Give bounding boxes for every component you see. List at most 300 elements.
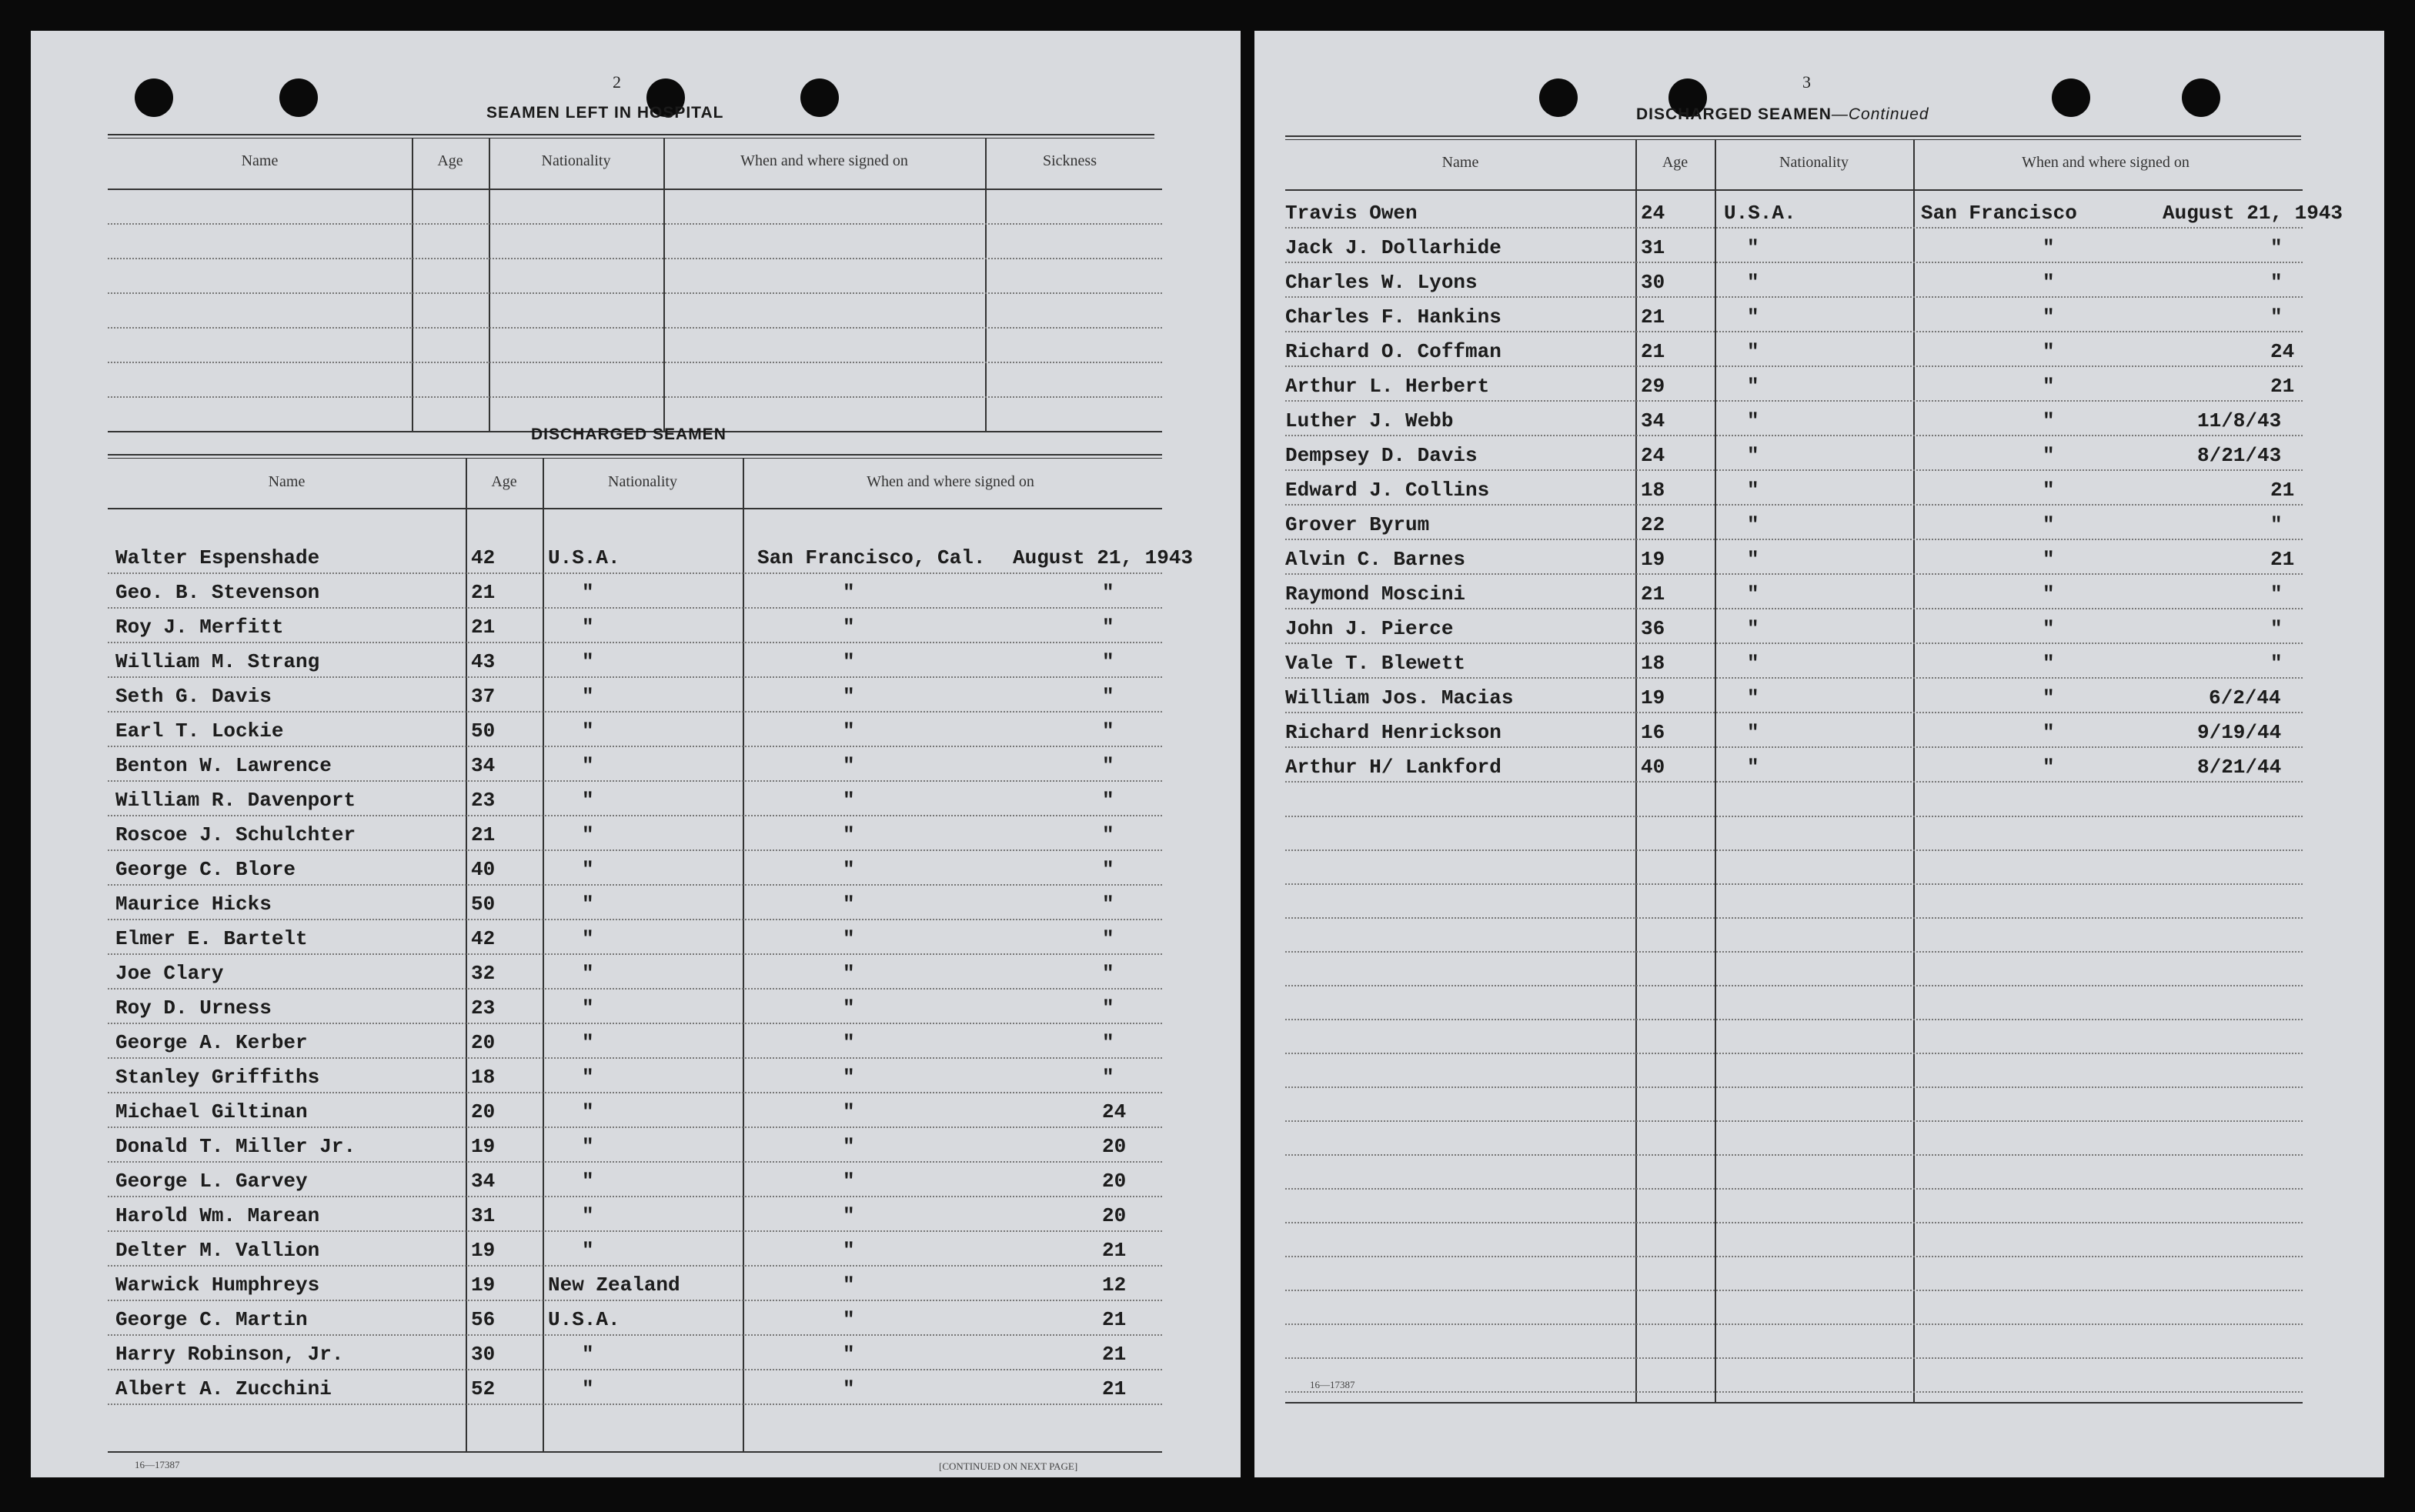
seaman-name: John J. Pierce — [1285, 617, 1454, 640]
seaman-age: 30 — [1641, 271, 1665, 294]
hospital-col-divider — [663, 139, 665, 431]
signed-on-place: " — [843, 789, 855, 812]
signed-on-date: " — [2270, 582, 2283, 606]
seaman-name: Dempsey D. Davis — [1285, 444, 1478, 467]
seaman-nationality: " — [582, 962, 594, 985]
blank-row-line — [1285, 1053, 2303, 1054]
row-line — [108, 607, 1162, 609]
header-age: Age — [1662, 154, 1688, 171]
seaman-nationality: " — [582, 650, 594, 673]
table-top-rule — [1285, 135, 2301, 140]
row-line — [1285, 435, 2303, 436]
signed-on-date: " — [1102, 650, 1114, 673]
left-page — [31, 31, 1241, 1477]
signed-on-date: " — [2270, 617, 2283, 640]
signed-on-place: " — [843, 1066, 855, 1089]
hospital-row-line — [108, 223, 1162, 225]
seaman-age: 36 — [1641, 617, 1665, 640]
signed-on-date: 20 — [1102, 1135, 1127, 1158]
seaman-age: 37 — [471, 685, 496, 708]
signed-on-date: " — [1102, 1031, 1114, 1054]
signed-on-place: San Francisco — [1921, 202, 2077, 225]
hospital-col-divider — [489, 139, 490, 431]
row-line — [108, 676, 1162, 678]
seaman-nationality: " — [1747, 444, 1759, 467]
seaman-name: Luther J. Webb — [1285, 409, 1454, 432]
signed-on-date: " — [2270, 271, 2283, 294]
header-name: Name — [1441, 154, 1479, 171]
signed-on-date: 21 — [1102, 1239, 1127, 1262]
seaman-name: Harry Robinson, Jr. — [115, 1343, 344, 1366]
seaman-name: Stanley Griffiths — [115, 1066, 320, 1089]
hospital-row-line — [108, 362, 1162, 363]
seaman-nationality: " — [1747, 340, 1759, 363]
signed-on-place: " — [843, 1100, 855, 1123]
seaman-nationality: " — [1747, 686, 1759, 709]
continued-section-title — [1636, 105, 1929, 124]
signed-on-date: 20 — [1102, 1204, 1127, 1227]
signed-on-place: " — [843, 754, 855, 777]
signed-on-date: " — [1102, 858, 1114, 881]
blank-row-line — [1285, 816, 2303, 817]
seaman-nationality: " — [1747, 409, 1759, 432]
seaman-age: 34 — [1641, 409, 1665, 432]
row-line — [108, 572, 1162, 574]
seaman-age: 31 — [471, 1204, 496, 1227]
signed-on-date: 6/2/44 — [2209, 686, 2281, 709]
signed-on-date: 20 — [1102, 1170, 1127, 1193]
blank-row-line — [1285, 1357, 2303, 1359]
blank-row-line — [1285, 1323, 2303, 1325]
signed-on-place: " — [2043, 721, 2055, 744]
row-line — [108, 919, 1162, 920]
seaman-name: Geo. B. Stevenson — [115, 581, 320, 604]
signed-on-date: 9/19/44 — [2197, 721, 2282, 744]
signed-on-date: 21 — [1102, 1308, 1127, 1331]
signed-on-place: " — [843, 1135, 855, 1158]
seaman-nationality: " — [1747, 236, 1759, 259]
seaman-age: 19 — [471, 1273, 496, 1297]
signed-on-place: " — [2043, 686, 2055, 709]
col-divider — [1635, 140, 1637, 1402]
seaman-age: 24 — [1641, 202, 1665, 225]
seaman-name: Michael Giltinan — [115, 1100, 308, 1123]
signed-on-date: 24 — [2270, 340, 2295, 363]
row-line — [1285, 539, 2303, 540]
signed-on-date: " — [1102, 581, 1114, 604]
seaman-name: George C. Martin — [115, 1308, 308, 1331]
seaman-age: 56 — [471, 1308, 496, 1331]
seaman-age: 43 — [471, 650, 496, 673]
signed-on-date: 8/21/43 — [2197, 444, 2282, 467]
signed-on-date: 21 — [2270, 479, 2295, 502]
header-rule — [1285, 189, 2303, 191]
row-line — [108, 953, 1162, 955]
seaman-nationality: " — [582, 858, 594, 881]
seaman-name: Elmer E. Bartelt — [115, 927, 308, 950]
seaman-name: George C. Blore — [115, 858, 296, 881]
punch-hole — [1539, 78, 1578, 117]
blank-row-line — [1285, 1019, 2303, 1020]
hospital-header-nationality: Nationality — [541, 152, 611, 169]
row-line — [108, 1265, 1162, 1267]
page-number: 3 — [1802, 72, 1811, 92]
seaman-name: Earl T. Lockie — [115, 719, 284, 743]
hospital-col-divider — [985, 139, 987, 431]
signed-on-date: " — [1102, 789, 1114, 812]
signed-on-place: " — [843, 1343, 855, 1366]
seaman-nationality: " — [1747, 582, 1759, 606]
seaman-name: Arthur H/ Lankford — [1285, 756, 1501, 779]
seaman-nationality: " — [1747, 652, 1759, 675]
seaman-nationality: " — [582, 685, 594, 708]
row-line — [108, 884, 1162, 886]
seaman-nationality: " — [1747, 305, 1759, 329]
row-line — [1285, 365, 2303, 367]
signed-on-place: " — [2043, 548, 2055, 571]
signed-on-date: August 21, 1943 — [1013, 546, 1194, 569]
signed-on-place: San Francisco, Cal. — [757, 546, 986, 569]
seaman-age: 19 — [471, 1135, 496, 1158]
row-line — [1285, 643, 2303, 644]
seaman-nationality: " — [1747, 513, 1759, 536]
blank-row-line — [1285, 951, 2303, 953]
seaman-age: 29 — [1641, 375, 1665, 398]
seaman-nationality: " — [582, 1170, 594, 1193]
signed-on-date: " — [2270, 305, 2283, 329]
seaman-name: Roy D. Urness — [115, 996, 272, 1020]
seaman-nationality: U.S.A. — [1724, 202, 1796, 225]
row-line — [1285, 608, 2303, 609]
seaman-age: 23 — [471, 789, 496, 812]
seaman-age: 34 — [471, 754, 496, 777]
punch-hole — [800, 78, 839, 117]
row-line — [108, 642, 1162, 643]
hospital-row-line — [108, 327, 1162, 329]
blank-row-line — [1285, 883, 2303, 885]
seaman-nationality: " — [582, 1100, 594, 1123]
seaman-age: 50 — [471, 719, 496, 743]
row-line — [108, 1196, 1162, 1197]
signed-on-date: 24 — [1102, 1100, 1127, 1123]
row-line — [108, 780, 1162, 782]
discharged-header-signed-on: When and where signed on — [867, 473, 1034, 490]
signed-on-date: 21 — [1102, 1343, 1127, 1366]
signed-on-place: " — [2043, 236, 2055, 259]
signed-on-date: 21 — [2270, 375, 2295, 398]
seaman-nationality: " — [1747, 479, 1759, 502]
signed-on-place: " — [843, 581, 855, 604]
seaman-age: 21 — [1641, 340, 1665, 363]
seaman-age: 19 — [1641, 686, 1665, 709]
punch-hole — [279, 78, 318, 117]
form-number: 16—17387 — [135, 1459, 180, 1470]
signed-on-place: " — [2043, 756, 2055, 779]
seaman-age: 18 — [1641, 479, 1665, 502]
hospital-header-age: Age — [437, 152, 463, 169]
discharged-header-name: Name — [268, 473, 306, 490]
seaman-age: 42 — [471, 546, 496, 569]
blank-row-line — [1285, 1391, 2303, 1393]
seaman-nationality: " — [582, 996, 594, 1020]
signed-on-place: " — [843, 650, 855, 673]
signed-on-place: " — [2043, 409, 2055, 432]
row-line — [108, 849, 1162, 851]
hospital-col-divider — [412, 139, 413, 431]
seaman-name: Roy J. Merfitt — [115, 616, 284, 639]
seaman-nationality: " — [582, 754, 594, 777]
seaman-nationality: " — [582, 789, 594, 812]
seaman-name: Albert A. Zucchini — [115, 1377, 332, 1400]
blank-row-line — [1285, 1188, 2303, 1190]
signed-on-place: " — [2043, 340, 2055, 363]
seaman-age: 18 — [471, 1066, 496, 1089]
seaman-age: 24 — [1641, 444, 1665, 467]
seaman-nationality: " — [1747, 756, 1759, 779]
signed-on-place: " — [843, 1308, 855, 1331]
seaman-name: Richard O. Coffman — [1285, 340, 1501, 363]
seaman-nationality: " — [582, 616, 594, 639]
row-line — [108, 711, 1162, 713]
hospital-header-name: Name — [241, 152, 279, 169]
row-line — [1285, 331, 2303, 332]
signed-on-place: " — [2043, 582, 2055, 606]
seaman-nationality: " — [582, 719, 594, 743]
seaman-name: Raymond Moscini — [1285, 582, 1466, 606]
section-title-suffix: —Continued — [1831, 105, 1929, 123]
row-line — [108, 746, 1162, 747]
signed-on-date: " — [1102, 719, 1114, 743]
signed-on-date: " — [1102, 616, 1114, 639]
discharged-table-top-rule — [108, 454, 1162, 459]
blank-row-line — [1285, 1154, 2303, 1156]
col-divider — [1715, 140, 1716, 1402]
row-line — [1285, 296, 2303, 298]
hospital-row-line — [108, 258, 1162, 259]
signed-on-place: " — [843, 1377, 855, 1400]
row-line — [108, 1161, 1162, 1163]
hospital-row-line — [108, 396, 1162, 398]
hospital-section-title: SEAMEN LEFT IN HOSPITAL — [486, 104, 724, 122]
signed-on-place: " — [2043, 479, 2055, 502]
discharged-header-nationality: Nationality — [608, 473, 677, 490]
signed-on-date: " — [1102, 1066, 1114, 1089]
seaman-nationality: " — [582, 1377, 594, 1400]
signed-on-place: " — [2043, 513, 2055, 536]
seaman-name: Joe Clary — [115, 962, 224, 985]
seaman-nationality: " — [582, 893, 594, 916]
signed-on-place: " — [843, 1031, 855, 1054]
seaman-name: Richard Henrickson — [1285, 721, 1501, 744]
seaman-name: Grover Byrum — [1285, 513, 1430, 536]
row-line — [108, 1057, 1162, 1059]
signed-on-date: 11/8/43 — [2197, 409, 2282, 432]
seaman-age: 52 — [471, 1377, 496, 1400]
signed-on-date: " — [1102, 823, 1114, 846]
signed-on-date: " — [2270, 236, 2283, 259]
seaman-nationality: " — [582, 1204, 594, 1227]
hospital-row-line — [108, 292, 1162, 294]
blank-row-line — [1285, 1222, 2303, 1223]
seaman-name: William M. Strang — [115, 650, 320, 673]
seaman-age: 20 — [471, 1100, 496, 1123]
seaman-age: 34 — [471, 1170, 496, 1193]
seaman-name: William R. Davenport — [115, 789, 356, 812]
signed-on-place: " — [2043, 271, 2055, 294]
seaman-age: 23 — [471, 996, 496, 1020]
seaman-nationality: " — [582, 823, 594, 846]
seaman-name: Benton W. Lawrence — [115, 754, 332, 777]
seaman-nationality: " — [582, 581, 594, 604]
seaman-nationality: " — [1747, 617, 1759, 640]
signed-on-place: " — [2043, 617, 2055, 640]
seaman-name: Alvin C. Barnes — [1285, 548, 1466, 571]
section-title-text: DISCHARGED SEAMEN — [1636, 105, 1832, 123]
continued-note: [CONTINUED ON NEXT PAGE] — [939, 1460, 1078, 1472]
seaman-age: 50 — [471, 893, 496, 916]
seaman-nationality: " — [1747, 548, 1759, 571]
seaman-nationality: " — [582, 1066, 594, 1089]
seaman-age: 19 — [471, 1239, 496, 1262]
signed-on-place: " — [843, 962, 855, 985]
row-line — [108, 1126, 1162, 1128]
signed-on-place: " — [843, 1239, 855, 1262]
signed-on-date: 12 — [1102, 1273, 1127, 1297]
signed-on-place: " — [843, 616, 855, 639]
seaman-age: 18 — [1641, 652, 1665, 675]
row-line — [1285, 712, 2303, 713]
seaman-age: 30 — [471, 1343, 496, 1366]
row-line — [1285, 746, 2303, 748]
signed-on-place: " — [843, 996, 855, 1020]
row-line — [108, 815, 1162, 816]
discharged-header-age: Age — [491, 473, 517, 490]
blank-row-line — [1285, 1120, 2303, 1122]
seaman-age: 20 — [471, 1031, 496, 1054]
signed-on-date: " — [1102, 927, 1114, 950]
seaman-nationality: " — [582, 927, 594, 950]
signed-on-place: " — [843, 1273, 855, 1297]
row-line — [108, 1230, 1162, 1232]
seaman-name: George L. Garvey — [115, 1170, 308, 1193]
seaman-age: 21 — [1641, 305, 1665, 329]
seaman-name: Vale T. Blewett — [1285, 652, 1466, 675]
row-line — [108, 1092, 1162, 1093]
form-number: 16—17387 — [1310, 1379, 1355, 1390]
seaman-name: Arthur L. Herbert — [1285, 375, 1490, 398]
row-line — [1285, 573, 2303, 575]
signed-on-date: " — [2270, 513, 2283, 536]
seaman-name: Seth G. Davis — [115, 685, 272, 708]
seaman-age: 21 — [1641, 582, 1665, 606]
seaman-name: Walter Espenshade — [115, 546, 320, 569]
seaman-name: Donald T. Miller Jr. — [115, 1135, 356, 1158]
row-line — [1285, 677, 2303, 679]
row-line — [108, 1369, 1162, 1370]
signed-on-date: 21 — [1102, 1377, 1127, 1400]
row-line — [1285, 262, 2303, 263]
seaman-name: Harold Wm. Marean — [115, 1204, 320, 1227]
blank-row-line — [1285, 985, 2303, 986]
discharged-section-title: DISCHARGED SEAMEN — [531, 426, 727, 443]
seaman-age: 19 — [1641, 548, 1665, 571]
seaman-name: Roscoe J. Schulchter — [115, 823, 356, 846]
seaman-age: 21 — [471, 581, 496, 604]
seaman-age: 40 — [471, 858, 496, 881]
signed-on-place: " — [843, 1204, 855, 1227]
seaman-age: 40 — [1641, 756, 1665, 779]
table-bottom-rule — [1285, 1402, 2303, 1404]
row-line — [108, 988, 1162, 990]
signed-on-date: August 21, 1943 — [2163, 202, 2343, 225]
signed-on-date: 21 — [2270, 548, 2295, 571]
seaman-age: 42 — [471, 927, 496, 950]
signed-on-place: " — [2043, 652, 2055, 675]
signed-on-place: " — [843, 719, 855, 743]
right-page — [1254, 31, 2384, 1477]
row-line — [108, 1300, 1162, 1301]
seaman-age: 16 — [1641, 721, 1665, 744]
seaman-nationality: U.S.A. — [548, 1308, 620, 1331]
signed-on-date: " — [1102, 962, 1114, 985]
seaman-nationality: " — [582, 1343, 594, 1366]
seaman-name: Maurice Hicks — [115, 893, 272, 916]
seaman-name: William Jos. Macias — [1285, 686, 1514, 709]
blank-row-line — [1285, 849, 2303, 851]
signed-on-place: " — [843, 1170, 855, 1193]
seaman-age: 32 — [471, 962, 496, 985]
header-nationality: Nationality — [1779, 154, 1849, 171]
row-line — [1285, 504, 2303, 506]
signed-on-place: " — [843, 927, 855, 950]
blank-row-line — [1285, 1086, 2303, 1088]
signed-on-date: " — [1102, 685, 1114, 708]
seaman-name: Warwick Humphreys — [115, 1273, 320, 1297]
signed-on-date: " — [1102, 754, 1114, 777]
hospital-header-signed-on: When and where signed on — [740, 152, 908, 169]
signed-on-date: " — [1102, 996, 1114, 1020]
seaman-nationality: New Zealand — [548, 1273, 680, 1297]
signed-on-date: " — [1102, 893, 1114, 916]
signed-on-date: 8/21/44 — [2197, 756, 2282, 779]
blank-row-line — [1285, 1256, 2303, 1257]
row-line — [108, 1404, 1162, 1405]
seaman-age: 21 — [471, 616, 496, 639]
seaman-name: Delter M. Vallion — [115, 1239, 320, 1262]
signed-on-place: " — [2043, 444, 2055, 467]
seaman-name: Jack J. Dollarhide — [1285, 236, 1501, 259]
seaman-name: Edward J. Collins — [1285, 479, 1490, 502]
row-line — [108, 1023, 1162, 1024]
signed-on-place: " — [843, 893, 855, 916]
row-line — [1285, 400, 2303, 402]
seaman-name: George A. Kerber — [115, 1031, 308, 1054]
seaman-name: Charles F. Hankins — [1285, 305, 1501, 329]
seaman-nationality: " — [1747, 271, 1759, 294]
seaman-name: Travis Owen — [1285, 202, 1418, 225]
header-signed-on: When and where signed on — [2022, 154, 2190, 171]
punch-hole — [135, 78, 173, 117]
row-line — [1285, 227, 2303, 229]
hospital-header-rule — [108, 189, 1162, 190]
seaman-age: 21 — [471, 823, 496, 846]
seaman-nationality: " — [582, 1031, 594, 1054]
hospital-header-sickness: Sickness — [1043, 152, 1097, 169]
row-line — [1285, 781, 2303, 783]
signed-on-place: " — [2043, 305, 2055, 329]
signed-on-place: " — [843, 685, 855, 708]
row-line — [108, 1334, 1162, 1336]
